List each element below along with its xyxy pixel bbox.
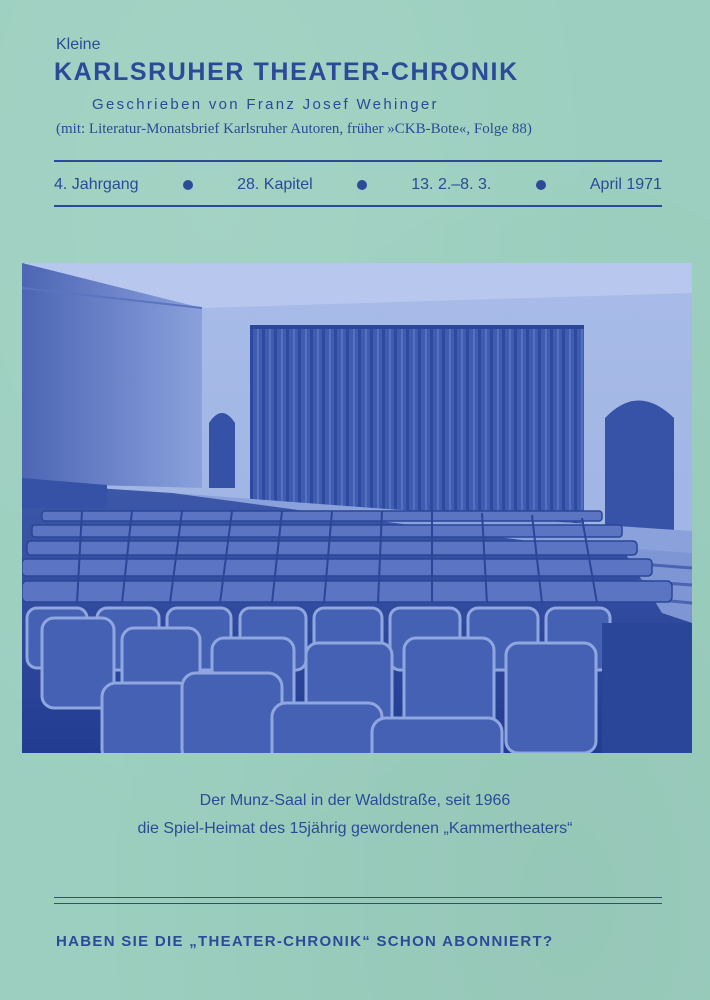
- issue-month-label: April 1971: [589, 176, 662, 193]
- subscription-prompt: HABEN SIE DIE „THEATER-CHRONIK“ SCHON ABONNIERT?: [56, 933, 554, 950]
- issue-info-bar: [54, 173, 662, 197]
- publication-title: KARLSRUHER THEATER-CHRONIK: [54, 58, 519, 86]
- photo-caption-line-2: die Spiel-Heimat des 15jährig gewordenen „Kammertheaters“: [137, 820, 573, 837]
- theater-hall-photo: [22, 263, 692, 753]
- author-line: Geschrieben von Franz Josef Wehinger: [92, 96, 439, 113]
- subtitle-note: (mit: Literatur-Monatsbrief Karlsruher Autoren, früher »CKB-Bote«, Folge 88): [56, 121, 532, 137]
- info-bottom-rule: [54, 205, 662, 207]
- photo-caption-line-1: Der Munz-Saal in der Waldstraße, seit 1966: [199, 792, 511, 809]
- bullet-icon: [536, 180, 546, 190]
- top-rule: [54, 160, 662, 162]
- date-range-label: 13. 2.–8. 3.: [411, 176, 492, 193]
- bottom-rule-1: [54, 897, 662, 898]
- kleine-label: Kleine: [56, 36, 101, 53]
- bottom-rule-2: [54, 903, 662, 904]
- bullet-icon: [183, 180, 193, 190]
- chapter-label: 28. Kapitel: [237, 176, 313, 193]
- bullet-icon: [357, 180, 367, 190]
- volume-label: 4. Jahrgang: [54, 176, 139, 193]
